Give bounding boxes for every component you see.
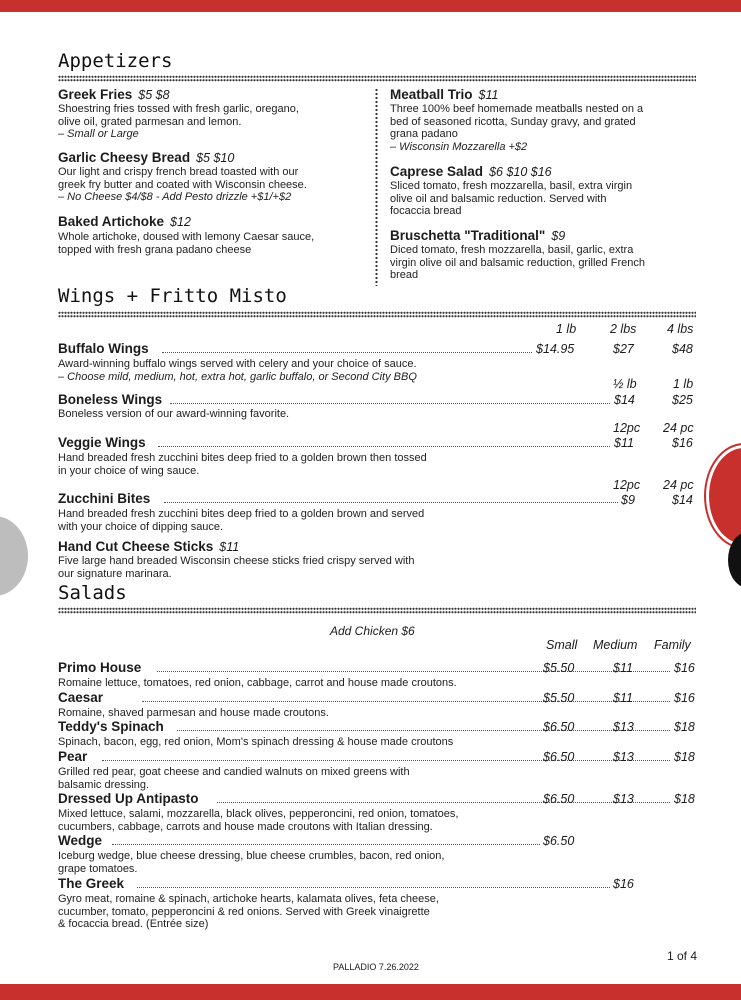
price-cell: $18 [674,792,695,806]
item-description: Romaine lettuce, tomatoes, red onion, cabbage, carrot and house made croutons. [58,677,457,689]
dot-leader [102,758,670,761]
page-number: 1 of 4 [667,949,698,963]
item-name: Greek Fries [58,87,133,102]
item-description: Five large hand breaded Wisconsin cheese sticks fried crispy served with our signature marinara. [58,555,415,580]
price-cell: $16 [613,877,634,891]
dot-leader [170,401,610,404]
top-red-border [0,0,741,12]
menu-item-meatball-trio [390,86,498,104]
price-cell: $6.50 [543,792,575,806]
item-name: Caprese Salad [390,164,484,179]
bottom-red-border [0,984,741,1000]
item-description: Spinach, bacon, egg, red onion, Mom's spinach dressing & house made croutons [58,736,454,748]
price-cell: $6.50 [543,834,575,848]
menu-item-caprese-salad [390,163,552,181]
item-description: Shoestring fries tossed with fresh garlic, oregano, olive oil, grated parmesan and lemon. – Small or Large [58,103,299,141]
column-header: Medium [593,638,638,652]
dot-leader [142,699,670,702]
item-description: Iceburg wedge, blue cheese dressing, blue cheese crumbles, bacon, red onion, grape tomatoes. [58,850,445,875]
item-name: Bruschetta "Traditional" [390,228,546,243]
item-description: Sliced tomato, fresh mozzarella, basil, extra virgin olive oil and balsamic reduction. Served with focaccia bread [390,180,633,218]
menu-item-veggie-wings: Veggie Wings [58,435,146,450]
item-price: $5 $8 [138,88,170,102]
price-cell: $5.50 [543,691,575,705]
wings-heading: Wings + Fritto Misto [58,285,287,307]
dot-leader [164,500,618,503]
item-description: Hand breaded fresh zucchini bites deep fried to a golden brown and served with your choice of dipping sauce. [58,508,425,533]
column-header: 24 pc [663,421,694,435]
item-price: $5 $10 [196,151,235,165]
item-description: Boneless version of our award-winning favorite. [58,408,290,420]
item-description: Romaine, shaved parmesan and house made croutons. [58,707,329,719]
item-description: Diced tomato, fresh mozzarella, basil, garlic, extra virgin olive oil and balsamic reduction, grilled French bread [390,244,645,282]
column-header: Family [654,638,691,652]
menu-item-baked-artichoke [58,213,191,231]
item-description: Hand breaded fresh zucchini bites deep fried to a golden brown then tossed in your choice of wing sauce. [58,452,427,477]
price-cell: $6.50 [543,720,575,734]
column-header: 4 lbs [667,322,694,336]
menu-item-salad: Teddy's Spinach [58,719,164,734]
salads-divider [58,607,696,614]
column-header: 12pc [613,478,641,492]
menu-item-salad: The Greek [58,876,125,891]
item-price: $11 [219,540,240,554]
menu-item-salad: Primo House [58,660,142,675]
price-cell: $16 [672,436,693,450]
price-cell: $11 [614,436,634,450]
column-header: 1 lb [673,377,694,391]
price-cell: $11 [613,691,633,705]
item-price: $12 [170,215,191,229]
price-cell: $5.50 [543,661,575,675]
price-cell: $13 [613,720,634,734]
dot-leader [177,728,670,731]
price-cell: $16 [674,691,695,705]
item-price: $6 $10 $16 [489,165,552,179]
price-cell: $14 [672,493,693,507]
price-cell: $27 [613,342,634,356]
price-cell: $13 [613,750,634,764]
add-chicken-note: Add Chicken $6 [330,624,415,638]
dot-leader [162,350,532,353]
appetizers-divider [58,75,696,82]
item-price: $11 [478,88,499,102]
dot-leader [137,885,610,888]
menu-item-hand-cut-cheese-sticks [58,538,239,556]
price-cell: $11 [613,661,633,675]
menu-item-bruschetta [390,227,565,245]
item-name: Baked Artichoke [58,214,165,229]
menu-item-boneless-wings: Boneless Wings [58,392,163,407]
column-header: 2 lbs [610,322,637,336]
salads-heading: Salads [58,582,127,604]
menu-item-salad: Pear [58,749,88,764]
column-header: 12pc [613,421,641,435]
item-description: Gyro meat, romaine & spinach, artichoke hearts, kalamata olives, feta cheese, cucumber, tomato, pepperoncini & red onions. Served with Greek vinaigrette & focaccia bread. (Entrée size) [58,893,439,931]
price-cell: $13 [613,792,634,806]
price-cell: $9 [621,493,635,507]
price-cell: $18 [674,720,695,734]
price-cell: $48 [672,342,693,356]
item-description: Mixed lettuce, salami, mozzarella, black olives, pepperoncini, red onion, tomatoes, cucumbers, cabbage, carrots and house made croutons with Italian dressing. [58,808,459,833]
dot-leader [157,669,670,672]
item-name: Garlic Cheesy Bread [58,150,191,165]
menu-item-zucchini-bites: Zucchini Bites [58,491,151,506]
price-cell: $14.95 [536,342,575,356]
price-cell: $16 [674,661,695,675]
dot-leader [158,444,610,447]
appetizers-heading: Appetizers [58,50,173,72]
dot-leader [112,842,540,845]
item-description: Our light and crispy french bread toasted with our greek fry butter and coated with Wisconsin cheese. – No Cheese $4/$8 - Add Pesto drizzle +$1/+$2 [58,166,307,204]
item-price: $9 [551,229,566,243]
menu-item-garlic-cheesy-bread [58,149,234,167]
price-cell: $6.50 [543,750,575,764]
red-logo-circle-decoration [706,445,741,547]
column-header: ½ lb [613,377,637,391]
column-header: 24 pc [663,478,694,492]
item-name: Hand Cut Cheese Sticks [58,539,214,554]
price-cell: $18 [674,750,695,764]
item-description: Three 100% beef homemade meatballs nested on a bed of seasoned ricotta, Sunday gravy, and grated grana padano – Wisconsin Mozzarella +$2 [390,103,644,153]
menu-item-salad: Wedge [58,833,103,848]
wings-divider [58,311,696,318]
price-cell: $14 [614,393,635,407]
menu-item-salad: Caesar [58,690,104,705]
menu-item-greek-fries [58,86,170,104]
item-description: Grilled red pear, goat cheese and candied walnuts on mixed greens with balsamic dressing. [58,766,410,791]
appetizers-column-divider [375,88,378,286]
print-stamp: PALLADIO 7.26.2022 [333,962,419,972]
menu-item-buffalo-wings: Buffalo Wings [58,341,149,356]
dot-leader [217,800,670,803]
column-header: 1 lb [556,322,577,336]
item-description: Whole artichoke, doused with lemony Caesar sauce, topped with fresh grana padano cheese [58,231,315,256]
column-header: Small [546,638,578,652]
menu-item-salad: Dressed Up Antipasto [58,791,199,806]
item-description: Award-winning buffalo wings served with celery and your choice of sauce. – Choose mild, medium, hot, extra hot, garlic buffalo, or Second City BBQ [58,358,417,383]
grey-circle-decoration [0,516,28,596]
price-cell: $25 [672,393,693,407]
item-name: Meatball Trio [390,87,473,102]
